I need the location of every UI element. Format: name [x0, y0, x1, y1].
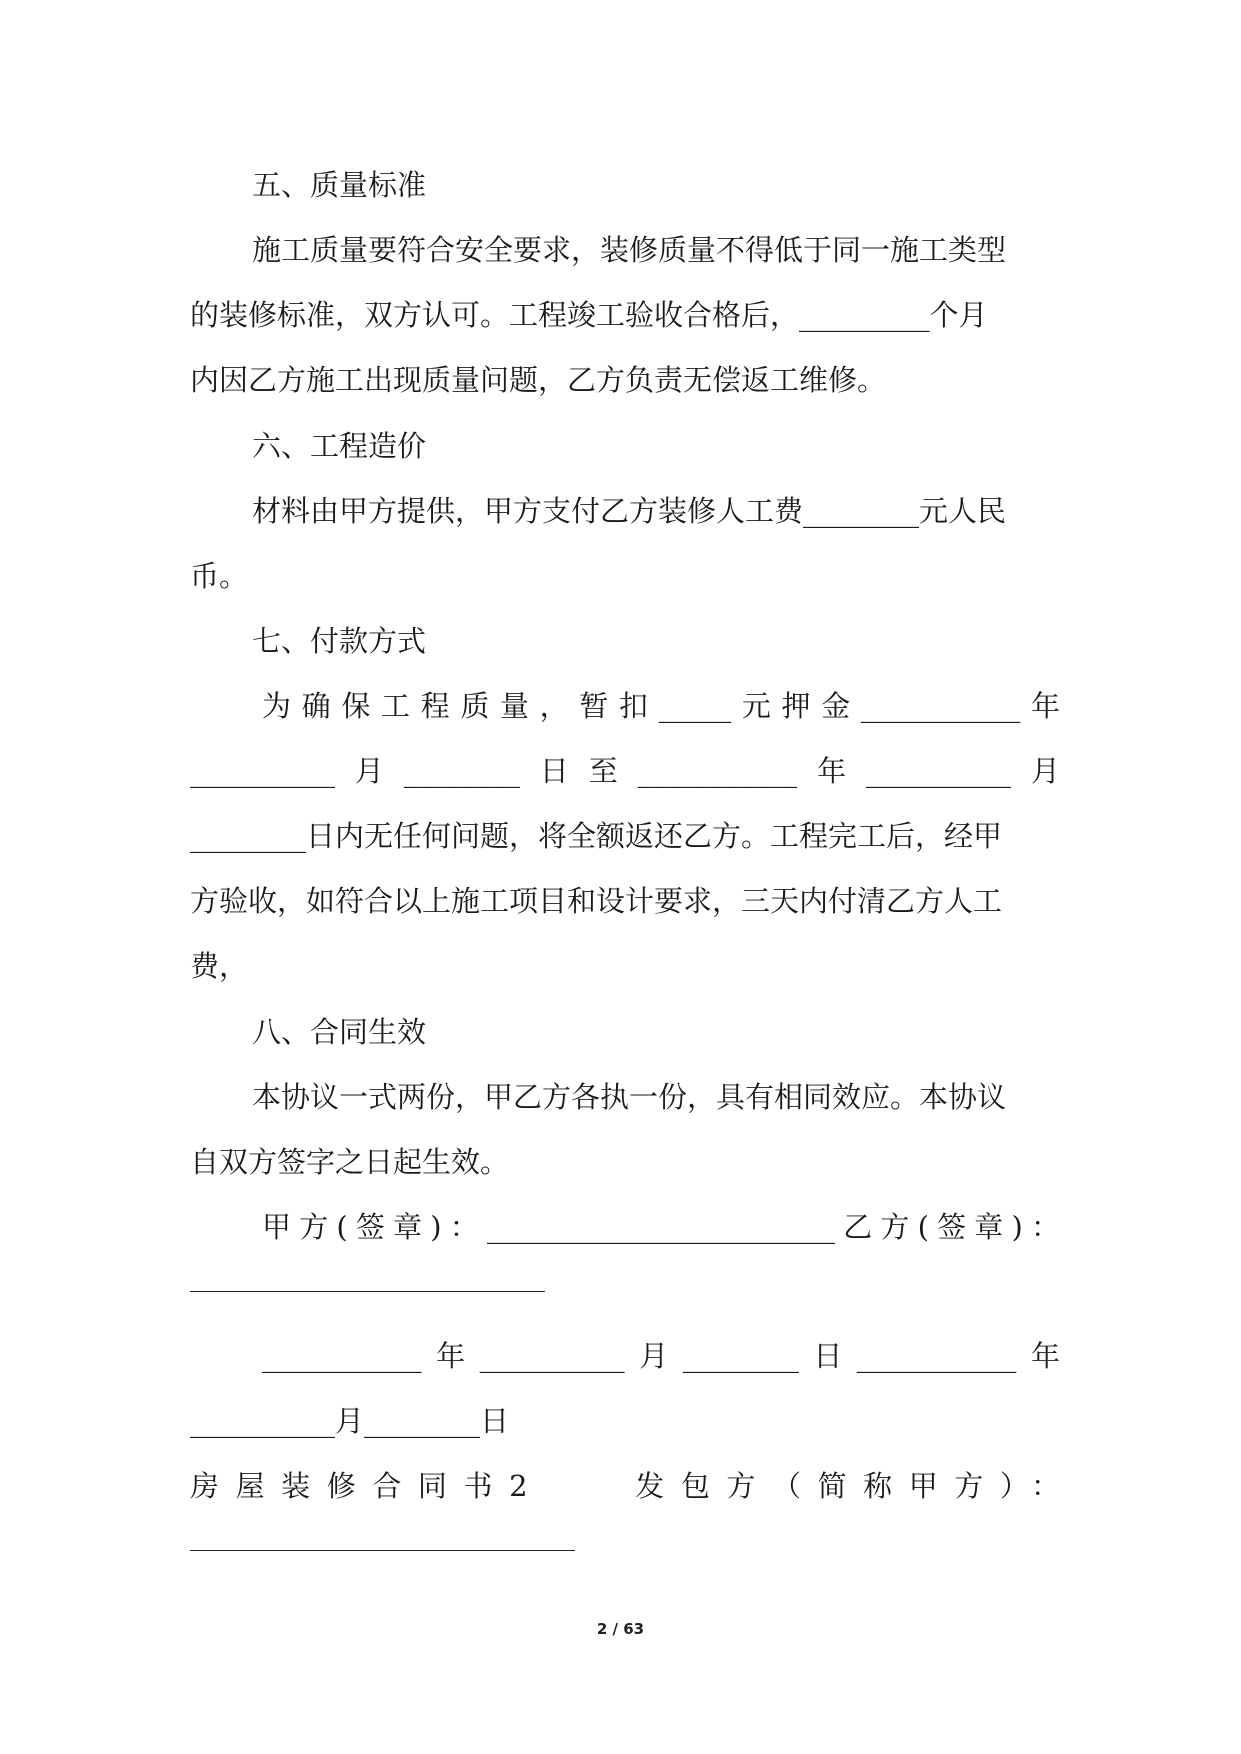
date-line: ___________年__________月________日___________年 [262, 1339, 1060, 1373]
heading-quality-standard: 五、质量标准 [252, 168, 427, 202]
paragraph-line: __________月________日至___________年__________月 [190, 754, 1060, 788]
paragraph-line: 内因乙方施工出现质量问题，乙方负责无偿返工维修。 [190, 363, 887, 397]
paragraph-line: 施工质量要符合安全要求，装修质量不得低于同一施工类型 [252, 233, 1007, 267]
date-line: __________月________日 [190, 1404, 510, 1438]
signature-underline [190, 1550, 575, 1551]
signature-line: 甲方(签章)：________________________乙方(签章)： [262, 1210, 1060, 1244]
signature-underline [190, 1291, 545, 1292]
paragraph-line: 本协议一式两份，甲乙方各执一份，具有相同效应。本协议 [252, 1080, 1007, 1114]
paragraph-line: 费， [190, 949, 249, 983]
heading-payment-method: 七、付款方式 [252, 624, 427, 658]
paragraph-line: 币。 [190, 559, 249, 593]
paragraph-line: 材料由甲方提供，甲方支付乙方装修人工费________元人民 [252, 494, 1007, 528]
heading-contract-effect: 八、合同生效 [252, 1015, 427, 1049]
contract-title-line: 房屋装修合同书2 发包方（简称甲方）： [190, 1469, 1060, 1503]
paragraph-line: 自双方签字之日起生效。 [190, 1145, 510, 1179]
paragraph-line: ________日内无任何问题，将全额返还乙方。工程完工后，经甲 [190, 819, 1003, 853]
heading-project-cost: 六、工程造价 [252, 429, 427, 463]
paragraph-line: 的装修标准，双方认可。工程竣工验收合格后，_________个月 [190, 298, 988, 332]
paragraph-line: 为确保工程质量，暂扣_____元押金___________年 [262, 689, 1060, 723]
page-number: 2 / 63 [596, 1620, 645, 1638]
paragraph-line: 方验收，如符合以上施工项目和设计要求，三天内付清乙方人工 [190, 884, 1003, 918]
